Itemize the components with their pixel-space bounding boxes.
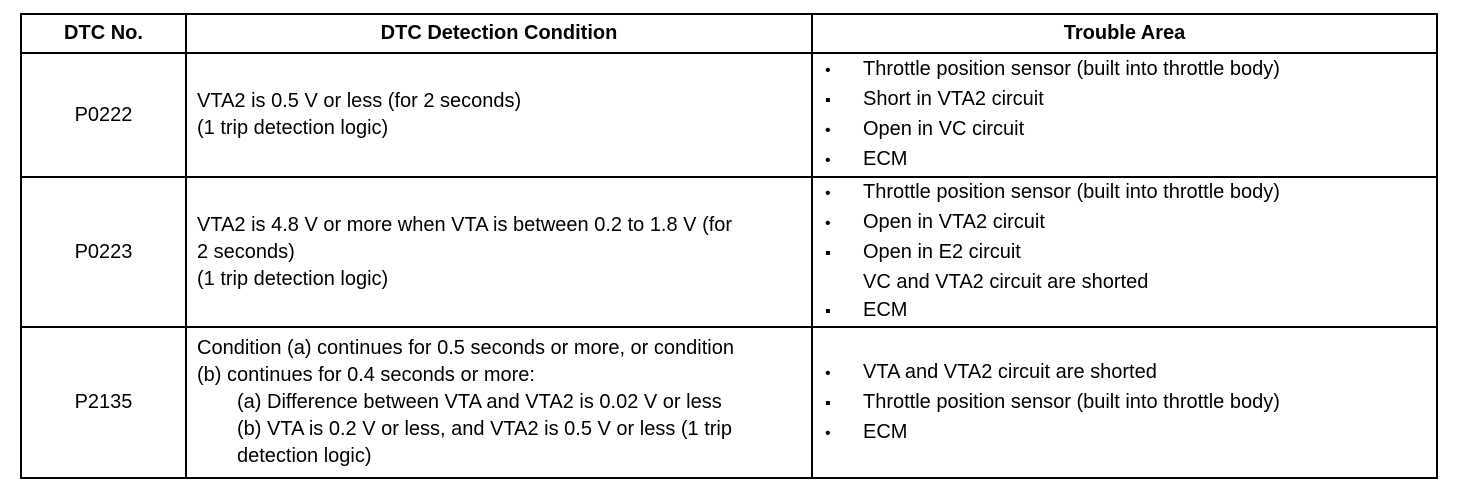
condition-line: 2 seconds) [197, 240, 295, 263]
list-item [813, 145, 1428, 175]
table-row [21, 327, 1437, 478]
bullet-icon: ▪ [825, 245, 831, 262]
table-row [21, 53, 1437, 177]
bullet-icon: ▪ [825, 303, 831, 320]
dtc-code: P2135 [21, 327, 186, 478]
trouble-text: Open in E2 circuit [863, 241, 1021, 263]
trouble-area [812, 53, 1437, 177]
trouble-text: Throttle position sensor (built into throttle body) [863, 58, 1280, 80]
detection-condition [186, 327, 812, 478]
bullet-icon: • [825, 424, 831, 442]
list-item [813, 55, 1428, 85]
trouble-list [813, 55, 1428, 175]
list-item [813, 388, 1428, 418]
trouble-text: ECM [863, 420, 908, 443]
header-trouble-area: Trouble Area [812, 14, 1437, 53]
list-item [813, 418, 1428, 448]
list-item [813, 358, 1428, 388]
trouble-area [812, 177, 1437, 327]
list-item [813, 178, 1428, 208]
trouble-text: VC and VTA2 circuit are shorted [863, 271, 1149, 293]
trouble-text: ECM [863, 148, 908, 170]
list-item [813, 268, 1428, 296]
condition-line: (b) continues for 0.4 seconds or more: [197, 364, 535, 386]
dtc-code: P0222 [21, 53, 186, 177]
bullet-icon: ▪ [825, 92, 831, 109]
bullet-icon: ▪ [825, 394, 831, 412]
list-item [813, 85, 1428, 115]
condition-line: (1 trip detection logic) [197, 117, 389, 139]
trouble-list [813, 178, 1428, 326]
bullet-icon: • [825, 364, 831, 382]
header-row [21, 14, 1437, 53]
bullet-icon: • [825, 185, 831, 202]
trouble-area [812, 327, 1437, 478]
header-detection-condition: DTC Detection Condition [186, 14, 812, 53]
condition-line: VTA2 is 0.5 V or less (for 2 seconds) [197, 90, 522, 112]
dtc-code: P0223 [21, 177, 186, 327]
table-row [21, 177, 1437, 327]
trouble-text: Open in VTA2 circuit [863, 211, 1045, 233]
trouble-text: ECM [863, 299, 908, 321]
bullet-icon: • [825, 62, 831, 79]
condition-subline: detection logic) [237, 445, 372, 467]
list-item [813, 208, 1428, 238]
list-item [813, 296, 1428, 326]
bullet-icon: • [825, 122, 831, 139]
detection-condition [186, 53, 812, 177]
trouble-list [813, 358, 1428, 448]
condition-line: (1 trip detection logic) [197, 267, 389, 290]
header-dtc-no: DTC No. [21, 14, 186, 53]
trouble-text: VTA and VTA2 circuit are shorted [863, 360, 1157, 383]
condition-subline: (a) Difference between VTA and VTA2 is 0.02 V or less [237, 391, 722, 413]
trouble-text: Throttle position sensor (built into throttle body) [863, 390, 1280, 413]
list-item [813, 238, 1428, 268]
condition-line: VTA2 is 4.8 V or more when VTA is between 0.2 to 1.8 V (for [197, 213, 733, 236]
trouble-text: Throttle position sensor (built into throttle body) [863, 181, 1280, 203]
bullet-icon: • [825, 215, 831, 232]
trouble-text: Open in VC circuit [863, 118, 1025, 140]
condition-line: Condition (a) continues for 0.5 seconds or more, or condition [197, 337, 734, 359]
condition-subline: (b) VTA is 0.2 V or less, and VTA2 is 0.5 V or less (1 trip [237, 418, 732, 440]
bullet-icon: • [825, 152, 831, 169]
dtc-table [20, 13, 1438, 479]
trouble-text: Short in VTA2 circuit [863, 88, 1044, 110]
detection-condition [186, 177, 812, 327]
list-item [813, 115, 1428, 145]
